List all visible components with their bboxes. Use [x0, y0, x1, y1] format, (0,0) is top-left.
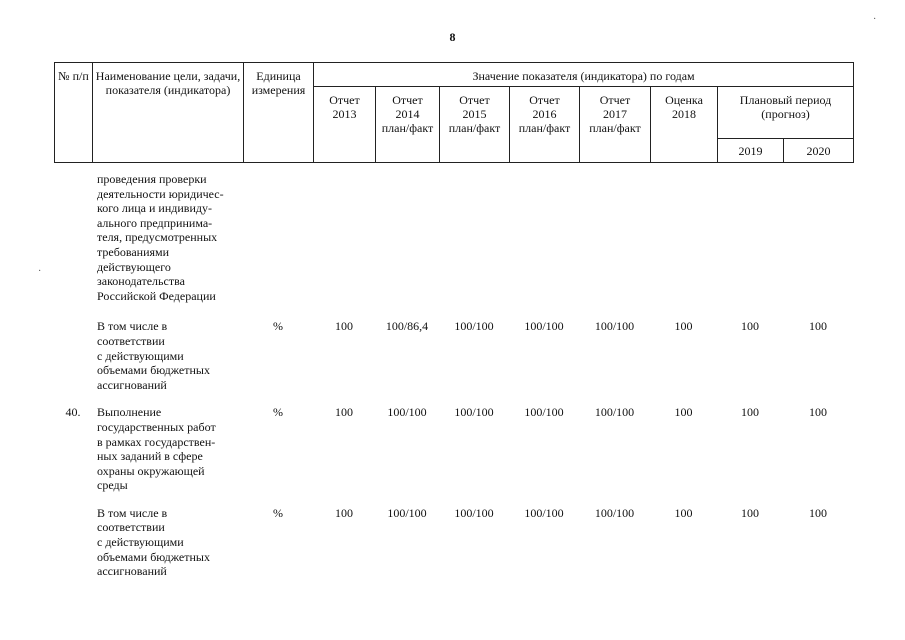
row-value-2014: 100/100 [387, 405, 427, 420]
header-year-2014: Отчет 2014 план/факт [376, 87, 440, 163]
row-value-2014: 100/100 [387, 505, 427, 520]
row-value-2018: 100 [674, 505, 693, 520]
row-value-2017: 100/100 [594, 405, 635, 420]
header-num: № п/п [55, 63, 93, 163]
row-value-2014: 100/86,4 [385, 319, 429, 334]
scan-speck: · [873, 14, 877, 25]
header-year-2017: Отчет 2017 план/факт [580, 87, 651, 163]
table-row [54, 506, 853, 579]
page-number: 8 [449, 30, 456, 44]
row-name: В том числе в соответствии с действующими объемами бюджетных ассигнований [97, 505, 210, 579]
row-name: проведения проверки деятельности юридичес- кого лица и индивиду- ального предпринима- теля, предусмотренных требованиями действующего законодательства Российской Федерации [97, 172, 224, 303]
header-values-group: Значение показателя (индикатора) по годам [314, 63, 854, 87]
row-value-2013: 100 [335, 405, 353, 420]
row-value-2020: 100 [809, 505, 827, 520]
row-value-2019: 100 [741, 405, 759, 420]
row-value-2019: 100 [741, 505, 759, 520]
table-header [54, 62, 854, 163]
row-name: Выполнение государственных работ в рамках государствен- ных заданий в сфере охраны окружающей среды [97, 405, 216, 493]
row-value-2020: 100 [809, 319, 827, 334]
header-name: Наименование цели, задачи, показателя (индикатора) [93, 63, 244, 163]
row-value-2018: 100 [674, 319, 693, 334]
header-unit: Единица измерения [244, 63, 314, 163]
row-number: 40. [65, 405, 81, 420]
scan-speck: · [38, 266, 42, 277]
row-value-2019: 100 [741, 319, 759, 334]
header-year-2016: Отчет 2016 план/факт [510, 87, 580, 163]
table-row [54, 319, 853, 392]
row-value-2015: 100/100 [454, 505, 494, 520]
header-plan-year-2020: 2020 [784, 139, 854, 163]
header-year-2015: Отчет 2015 план/факт [440, 87, 510, 163]
header-plan-year-2019: 2019 [718, 139, 784, 163]
row-value-2016: 100/100 [524, 405, 564, 420]
row-value-2017: 100/100 [594, 319, 635, 334]
header-year-2013: Отчет 2013 [314, 87, 376, 163]
row-unit: % [273, 405, 283, 420]
row-value-2015: 100/100 [454, 405, 494, 420]
table-body [54, 168, 853, 579]
row-value-2017: 100/100 [594, 505, 635, 520]
row-value-2018: 100 [674, 405, 693, 420]
header-year-2018: Оценка 2018 [651, 87, 718, 163]
row-value-2016: 100/100 [524, 505, 564, 520]
row-value-2013: 100 [335, 319, 353, 334]
row-value-2013: 100 [335, 505, 353, 520]
row-value-2015: 100/100 [454, 319, 494, 334]
table-row [54, 172, 853, 303]
row-value-2016: 100/100 [524, 319, 564, 334]
row-unit: % [273, 505, 283, 520]
table-row [54, 405, 853, 493]
row-name: В том числе в соответствии с действующими объемами бюджетных ассигнований [97, 319, 210, 392]
row-value-2020: 100 [809, 405, 827, 420]
header-plan-period: Плановый период (прогноз) [718, 87, 854, 139]
row-unit: % [273, 319, 283, 334]
